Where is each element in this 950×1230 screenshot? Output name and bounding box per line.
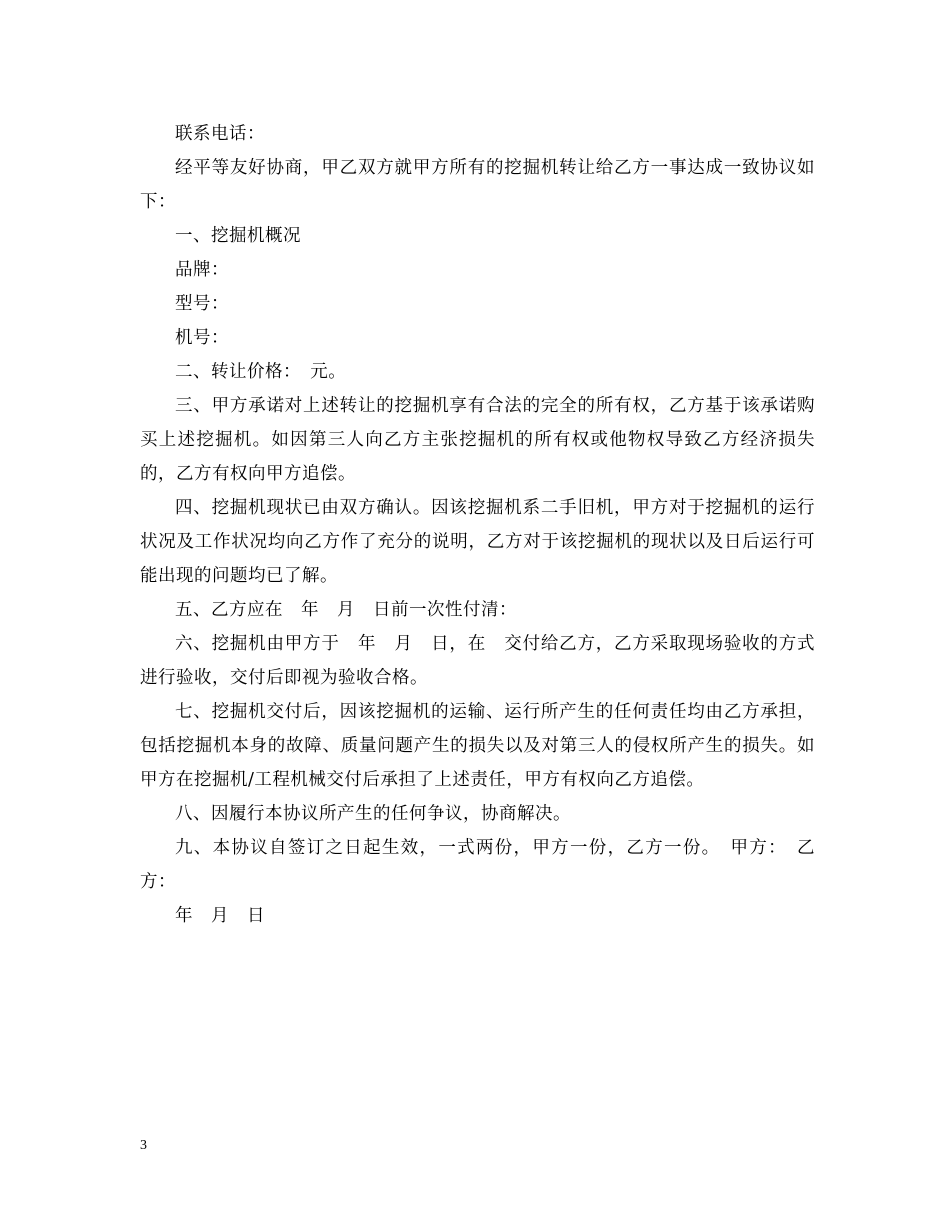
agreement-preamble: 经平等友好协商，甲乙双方就甲方所有的挖掘机转让给乙方一事达成一致协议如下： <box>140 158 815 212</box>
section-2-price: 二、转让价格： 元。 <box>175 362 347 382</box>
model-field: 型号： <box>175 294 229 314</box>
section-9-effectiveness: 九、本协议自签订之日起生效，一式两份，甲方一份，乙方一份。 甲方： 乙方： <box>140 838 815 892</box>
section-8-disputes: 八、因履行本协议所产生的任何争议，协商解决。 <box>175 804 571 824</box>
section-6-delivery: 六、挖掘机由甲方于 年 月 日，在 交付给乙方，乙方采取现场验收的方式进行验收，交付后即视为验收合格。 <box>140 634 815 688</box>
section-7-liability: 七、挖掘机交付后，因该挖掘机的运输、运行所产生的任何责任均由乙方承担，包括挖掘机本身的故障、质量问题产生的损失以及对第三人的侵权所产生的损失。如甲方在挖掘机/工程机械交付后承担了上述责任，甲方有权向乙方追偿。 <box>140 702 815 790</box>
section-5-payment: 五、乙方应在 年 月 日前一次性付清： <box>175 600 517 620</box>
section-3-ownership: 三、甲方承诺对上述转让的挖掘机享有合法的完全的所有权，乙方基于该承诺购买上述挖掘机。如因第三人向乙方主张挖掘机的所有权或他物权导致乙方经济损失的，乙方有权向甲方追偿。 <box>140 396 815 484</box>
machine-number-field: 机号： <box>175 328 229 348</box>
contact-phone-line: 联系电话： <box>175 124 265 144</box>
signature-date: 年 月 日 <box>175 906 265 926</box>
section-1-heading: 一、挖掘机概况 <box>175 226 301 246</box>
section-4-condition: 四、挖掘机现状已由双方确认。因该挖掘机系二手旧机，甲方对于挖掘机的运行状况及工作状况均向乙方作了充分的说明，乙方对于该挖掘机的现状以及日后运行可能出现的问题均已了解。 <box>140 498 815 586</box>
page-number: 3 <box>140 1138 147 1153</box>
brand-field: 品牌： <box>175 260 229 280</box>
document-body <box>140 117 815 933</box>
